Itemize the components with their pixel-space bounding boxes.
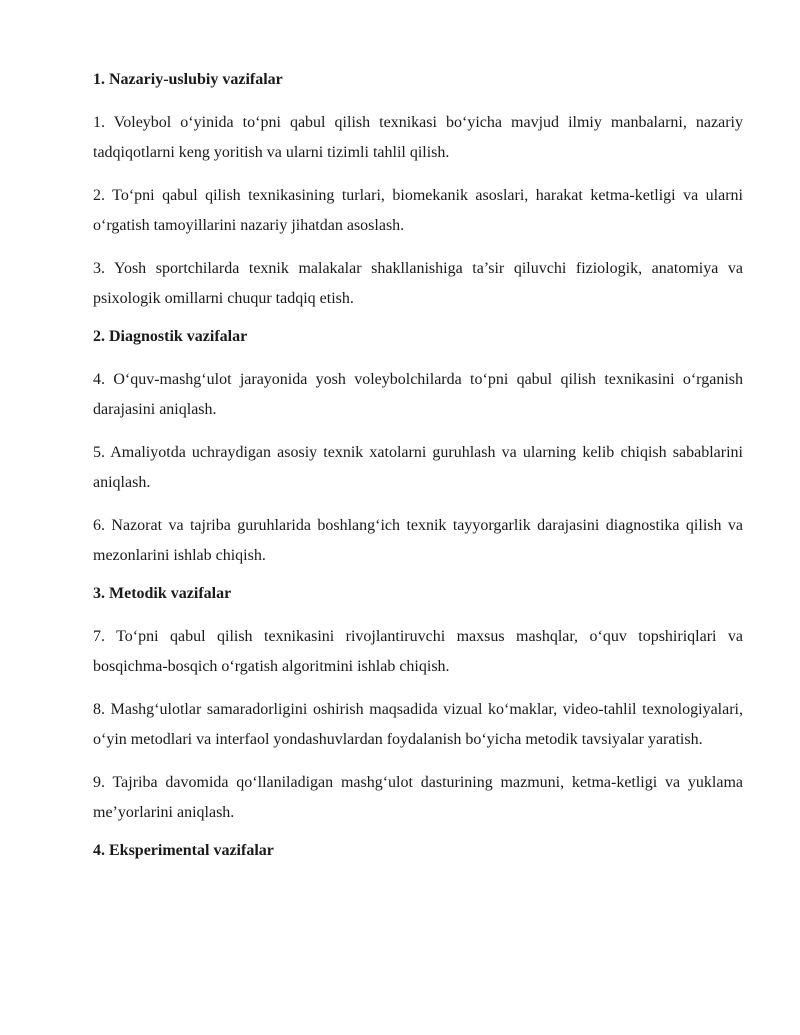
section-theoretical [93, 70, 743, 314]
section-heading: 1. Nazariy-uslubiy vazifalar [93, 71, 283, 88]
task-item: 9. Tajriba davomida qo‘llaniladigan mashg‘ulot dasturining mazmuni, ketma-ketligi va yuklama me’yorlarini aniqlash. [93, 774, 743, 821]
task-item: 3. Yosh sportchilarda texnik malakalar shakllanishiga ta’sir qiluvchi fiziologik, anatomiya va psixologik omillarni chuqur tadqiq etish. [93, 260, 743, 307]
task-item: 7. To‘pni qabul qilish texnikasini rivojlantiruvchi maxsus mashqlar, o‘quv topshiriqlari va bosqichma-bosqich o‘rgatish algoritmini ishlab chiqish. [93, 628, 743, 675]
section-heading: 3. Metodik vazifalar [93, 585, 232, 602]
task-item: 4. O‘quv-mashg‘ulot jarayonida yosh voleybolchilarda to‘pni qabul qilish texnikasini o‘rganish darajasini aniqlash. [93, 371, 743, 418]
task-item: 8. Mashg‘ulotlar samaradorligini oshirish maqsadida vizual ko‘maklar, video-tahlil texnologiyalari, o‘yin metodlari va interfaol yondashuvlardan foydalanish bo‘yicha metodik tavsiyalar yaratish. [93, 701, 743, 748]
section-diagnostic [93, 327, 743, 571]
task-item: 6. Nazorat va tajriba guruhlarida boshlang‘ich texnik tayyorgarlik darajasini diagnostika qilish va mezonlarini ishlab chiqish. [93, 517, 743, 564]
document-page [93, 70, 743, 879]
section-experimental [93, 841, 743, 861]
task-item: 1. Voleybol o‘yinida to‘pni qabul qilish texnikasi bo‘yicha mavjud ilmiy manbalarni, nazariy tadqiqotlarni keng yoritish va ularni tizimli tahlil qilish. [93, 114, 743, 161]
task-item: 5. Amaliyotda uchraydigan asosiy texnik xatolarni guruhlash va ularning kelib chiqish sabablarini aniqlash. [93, 444, 743, 491]
task-item: 2. To‘pni qabul qilish texnikasining turlari, biomekanik asoslari, harakat ketma-ketligi va ularni o‘rgatish tamoyillarini nazariy jihatdan asoslash. [93, 187, 743, 234]
section-methodical [93, 584, 743, 828]
section-heading: 4. Eksperimental vazifalar [93, 842, 274, 859]
section-heading: 2. Diagnostik vazifalar [93, 328, 248, 345]
